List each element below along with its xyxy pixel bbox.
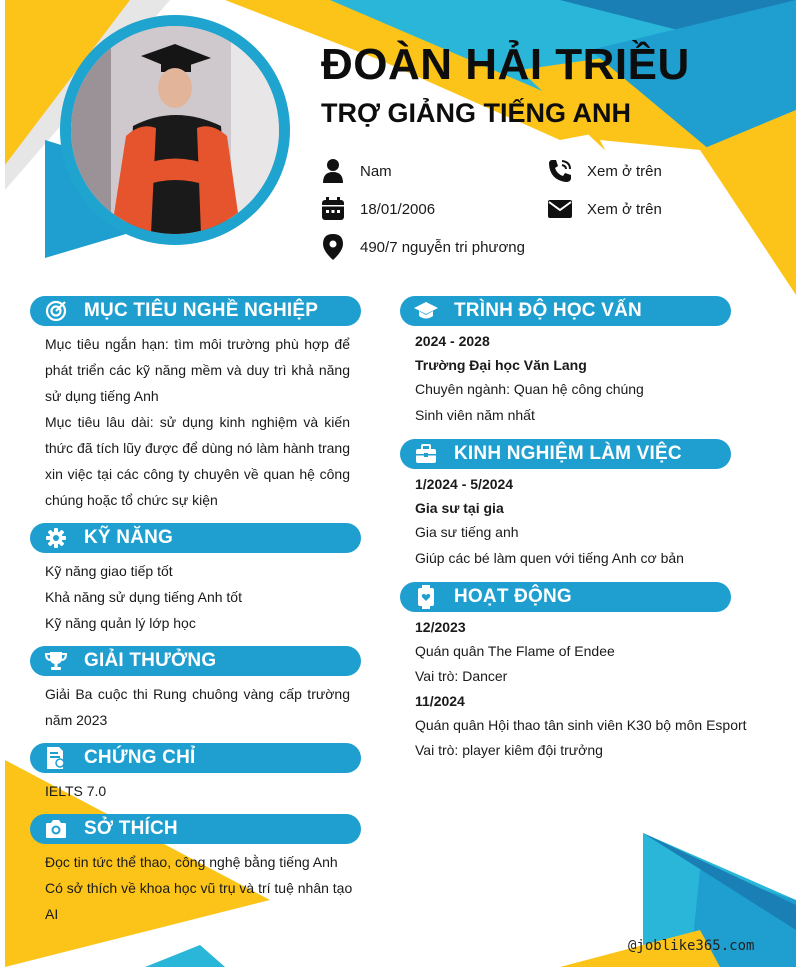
activity-role: Vai trò: player kiêm đội trưởng [415,742,603,758]
gender-value: Nam [360,162,392,180]
section-title: CHỨNG CHỈ [84,747,196,768]
info-address [320,234,525,260]
section-header-activities [400,582,731,612]
experience-line: Giúp các bé làm quen với tiếng Anh cơ bản [415,550,684,566]
info-phone[interactable] [547,158,662,184]
activity-title: Quán quân The Flame of Endee [415,643,615,659]
activity-title: Quán quân Hội thao tân sinh viên K30 bộ môn Esport [415,717,747,733]
hobbies-content [45,849,355,927]
candidate-name: ĐOÀN HẢI TRIỀU [321,40,690,89]
skill-item: Khả năng sử dụng tiếng Anh tốt [45,589,242,605]
hobby-item: Có sở thích về khoa học vũ trụ và trí tuệ nhân tạo AI [45,880,353,922]
education-note: Sinh viên năm nhất [415,407,535,423]
activity-role: Vai trò: Dancer [415,668,508,684]
info-gender [320,158,392,184]
objective-paragraph: Mục tiêu lâu dài: sử dụng kinh nghiệm và kiến thức đã tích lũy được để dùng nó làm hành trang xin việc tại các công ty chuyên về quan hệ công chúng hoặc tổ chức sự kiện [45,414,350,508]
experience-period: 1/2024 - 5/2024 [415,476,514,492]
education-period: 2024 - 2028 [415,333,490,349]
certificate-item: IELTS 7.0 [45,783,107,799]
phone-value: Xem ở trên [587,162,662,180]
avatar [71,26,279,234]
trophy-icon [44,649,68,673]
activity-date: 11/2024 [415,693,465,709]
section-header-education [400,296,731,326]
badge-icon [414,585,438,609]
graduation-cap-icon [414,299,438,323]
section-title: KỸ NĂNG [84,527,174,548]
mail-icon [547,196,573,222]
education-school: Trường Đại học Văn Lang [415,357,587,373]
activity-date: 12/2023 [415,619,466,635]
section-title: GIẢI THƯỞNG [84,650,217,671]
section-title: MỤC TIÊU NGHỀ NGHIỆP [84,300,319,321]
location-icon [320,234,346,260]
section-header-hobbies [30,814,361,844]
section-title: SỞ THÍCH [84,818,178,839]
section-header-skills [30,523,361,553]
gear-icon [44,526,68,550]
section-title: KINH NGHIỆM LÀM VIỆC [454,443,682,464]
certificates-content [45,778,350,804]
section-header-objective [30,296,361,326]
skill-item: Kỹ năng giao tiếp tốt [45,563,173,579]
calendar-icon [320,196,346,222]
experience-position: Gia sư tại gia [415,500,504,516]
certificate-icon [44,746,68,770]
user-icon [320,158,346,184]
email-value: Xem ở trên [587,200,662,218]
section-header-awards [30,646,361,676]
section-title: TRÌNH ĐỘ HỌC VẤN [454,300,642,321]
awards-content [45,681,350,733]
activities-content [415,615,760,763]
target-icon [44,299,68,323]
objective-paragraph: Mục tiêu ngắn hạn: tìm môi trường phù hợp để phát triển các kỹ năng mềm và duy trì khả năng sử dụng tiếng Anh [45,336,350,404]
camera-icon [44,817,68,841]
experience-line: Gia sư tiếng anh [415,524,519,540]
candidate-role: TRỢ GIẢNG TIẾNG ANH [321,98,632,128]
watermark: @joblike365.com [628,938,755,954]
skills-content [45,558,350,636]
section-title: HOẠT ĐỘNG [454,586,572,607]
objective-content [45,331,350,513]
birthday-value: 18/01/2006 [360,200,436,218]
education-major: Chuyên ngành: Quan hệ công chúng [415,381,644,397]
award-item: Giải Ba cuộc thi Rung chuông vàng cấp trường năm 2023 [45,686,350,728]
info-email[interactable] [547,196,662,222]
phone-icon [547,158,573,184]
experience-content [415,472,745,572]
section-header-certificates [30,743,361,773]
skill-item: Kỹ năng quản lý lớp học [45,615,196,631]
section-header-experience [400,439,731,469]
briefcase-icon [414,442,438,466]
education-content [415,329,745,429]
info-birthday [320,196,435,222]
address-value: 490/7 nguyễn tri phương [360,238,525,256]
hobby-item: Đọc tin tức thể thao, công nghệ bằng tiếng Anh [45,854,338,870]
